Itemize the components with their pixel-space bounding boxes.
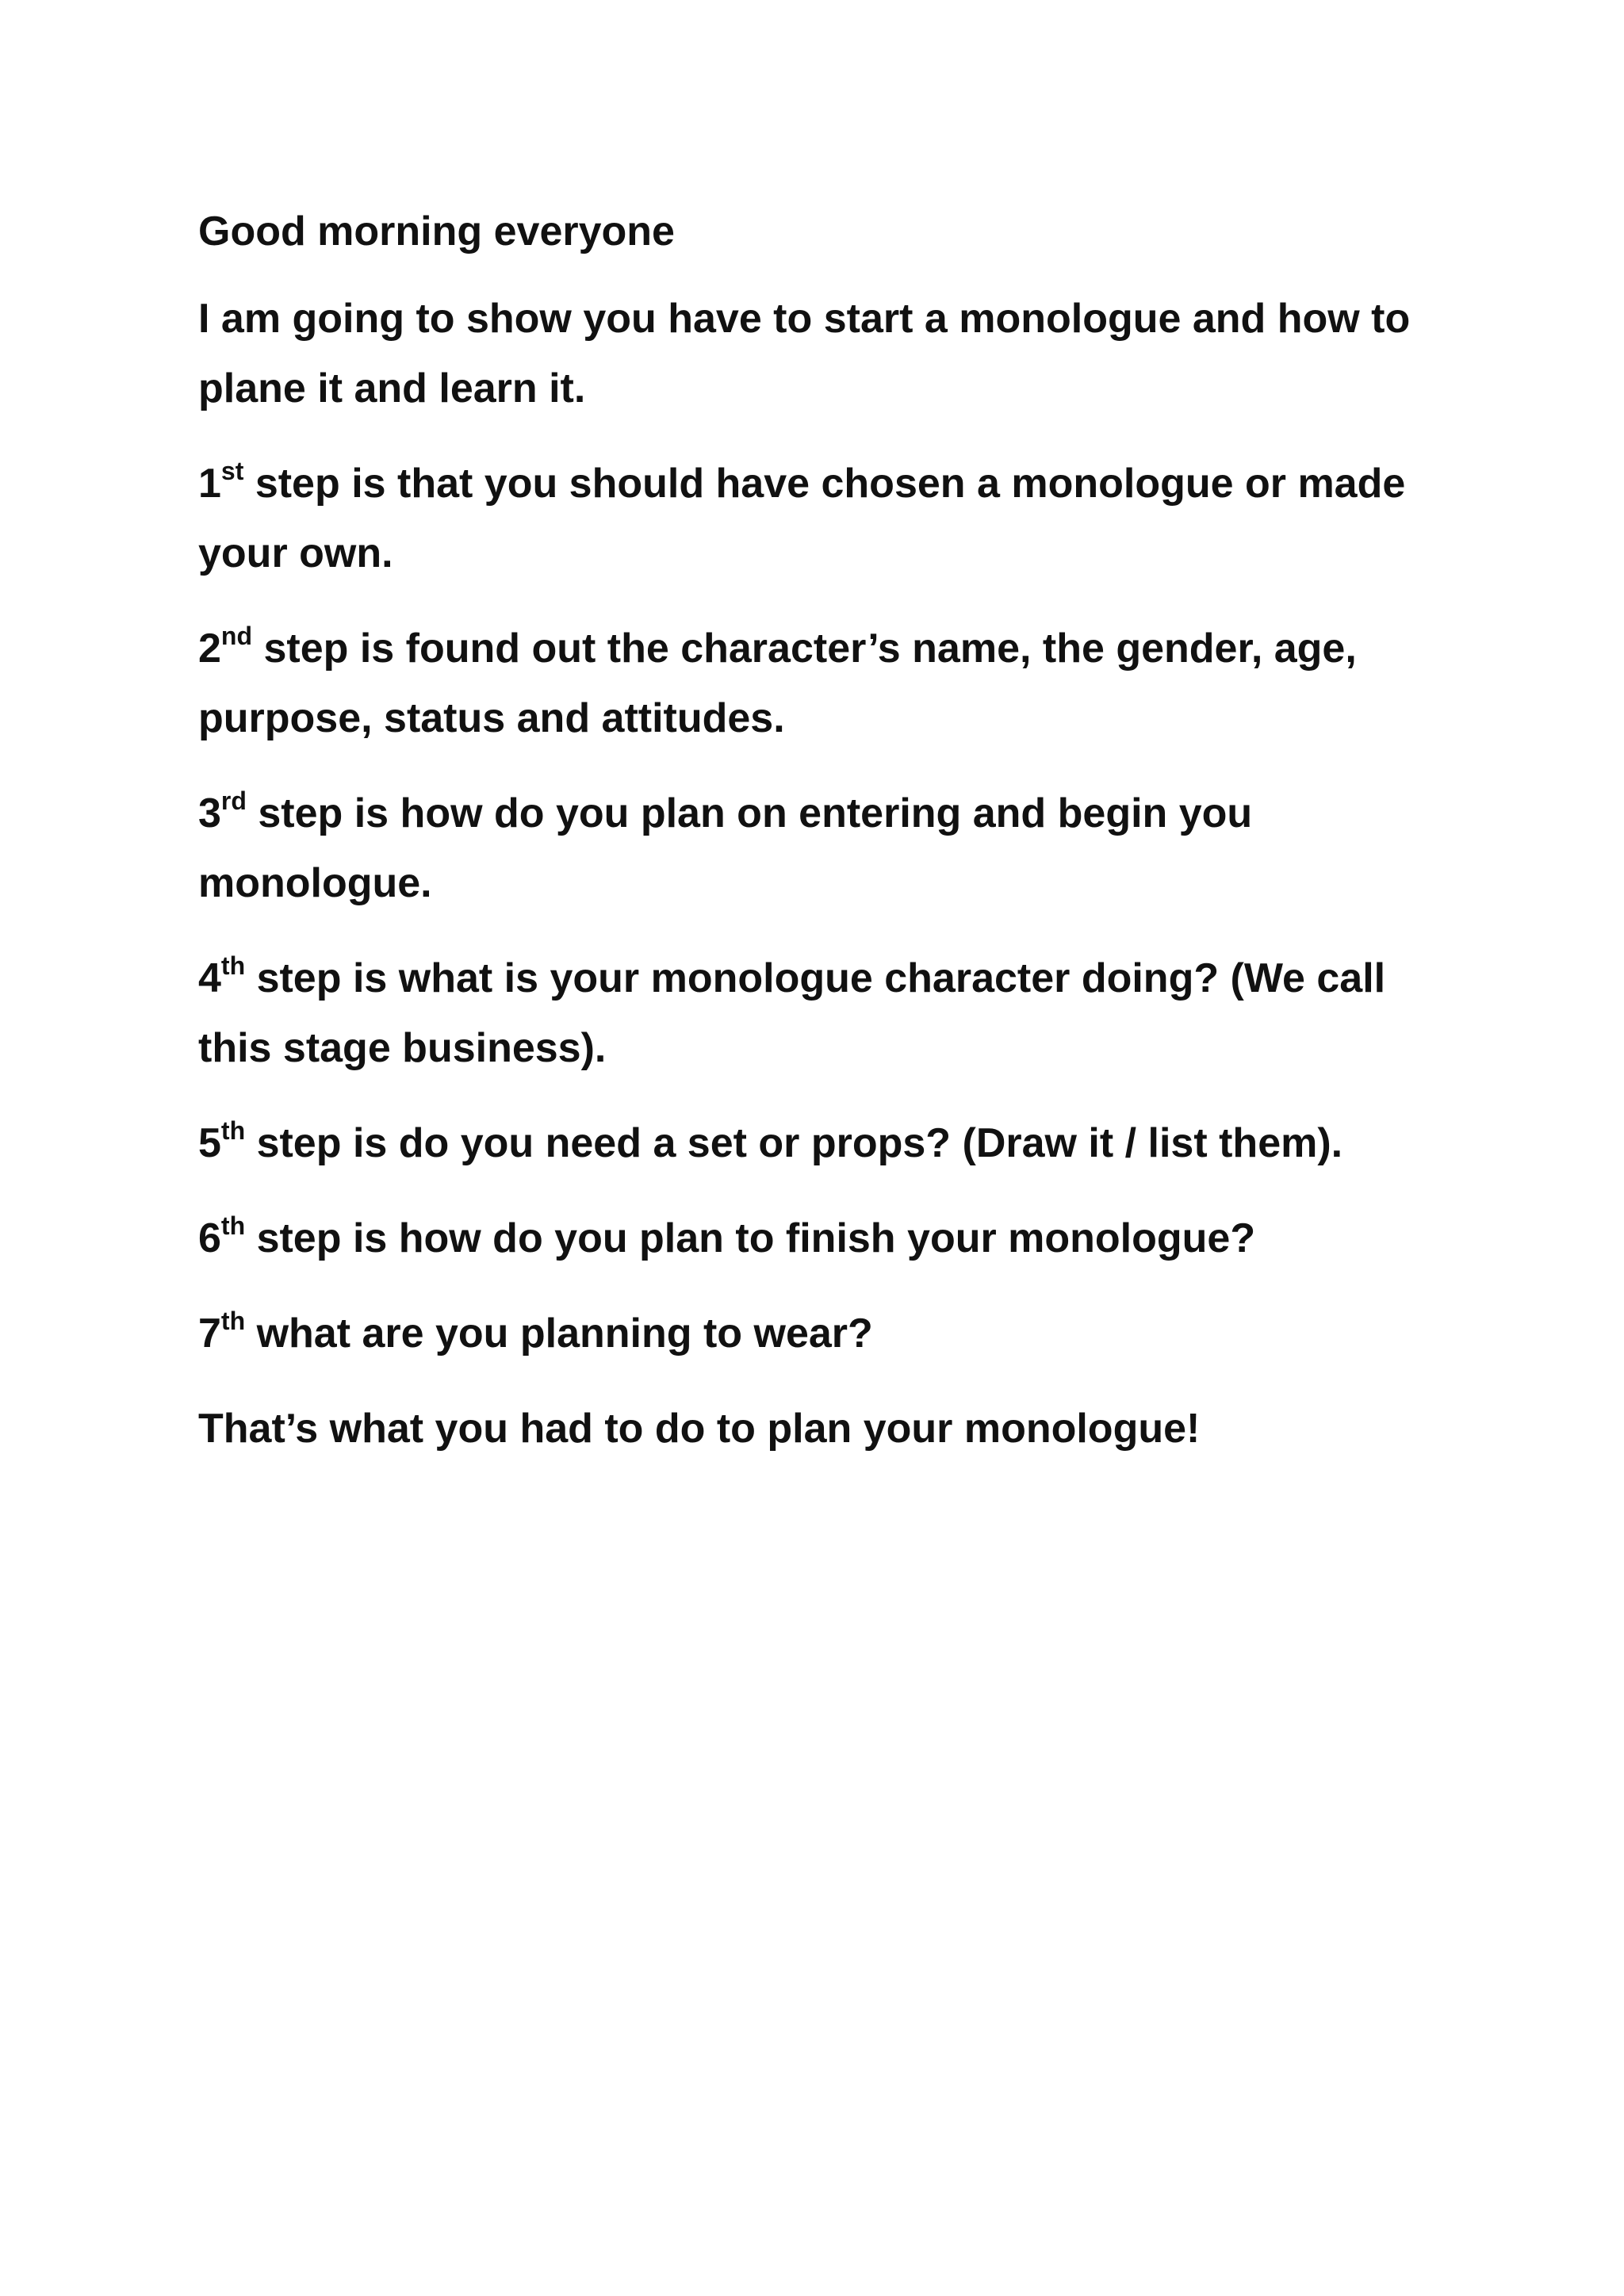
document-body xyxy=(198,197,1467,1489)
step-number: 5 xyxy=(198,1120,221,1166)
step-number: 2 xyxy=(198,626,221,672)
step-ordinal-suffix: st xyxy=(220,456,244,485)
step-2 xyxy=(198,614,1467,753)
step-ordinal-suffix: nd xyxy=(220,621,253,650)
step-text: step is that you should have chosen a monologue or made your own. xyxy=(198,461,1406,576)
step-text: step is do you need a set or props? (Draw it / list them). xyxy=(245,1120,1343,1166)
step-ordinal-suffix: th xyxy=(220,951,246,980)
step-1 xyxy=(198,449,1467,588)
step-ordinal-suffix: th xyxy=(220,1211,246,1240)
step-text: what are you planning to wear? xyxy=(245,1311,873,1357)
closing-line: That’s what you had to do to plan your monologue! xyxy=(198,1406,1201,1452)
step-ordinal-suffix: th xyxy=(220,1306,246,1335)
step-4 xyxy=(198,943,1467,1083)
greeting-line: Good morning everyone xyxy=(198,209,675,254)
step-number: 7 xyxy=(198,1311,221,1357)
step-7 xyxy=(198,1299,1467,1368)
step-text: step is what is your monologue character doing? (We call this stage business). xyxy=(198,955,1386,1071)
step-text: step is how do you plan on entering and begin you monologue. xyxy=(198,790,1253,906)
step-number: 4 xyxy=(198,955,221,1001)
step-5 xyxy=(198,1108,1467,1178)
step-text: step is found out the character’s name, the gender, age, purpose, status and attitudes. xyxy=(198,626,1357,741)
step-number: 6 xyxy=(198,1215,221,1261)
intro-paragraph: I am going to show you have to start a monologue and how to plane it and learn it. xyxy=(198,296,1411,411)
step-ordinal-suffix: th xyxy=(220,1115,246,1145)
step-number: 1 xyxy=(198,461,221,507)
step-number: 3 xyxy=(198,790,221,836)
step-6 xyxy=(198,1203,1467,1273)
step-text: step is how do you plan to finish your monologue? xyxy=(245,1215,1256,1261)
step-ordinal-suffix: rd xyxy=(220,786,247,815)
step-3 xyxy=(198,779,1467,918)
